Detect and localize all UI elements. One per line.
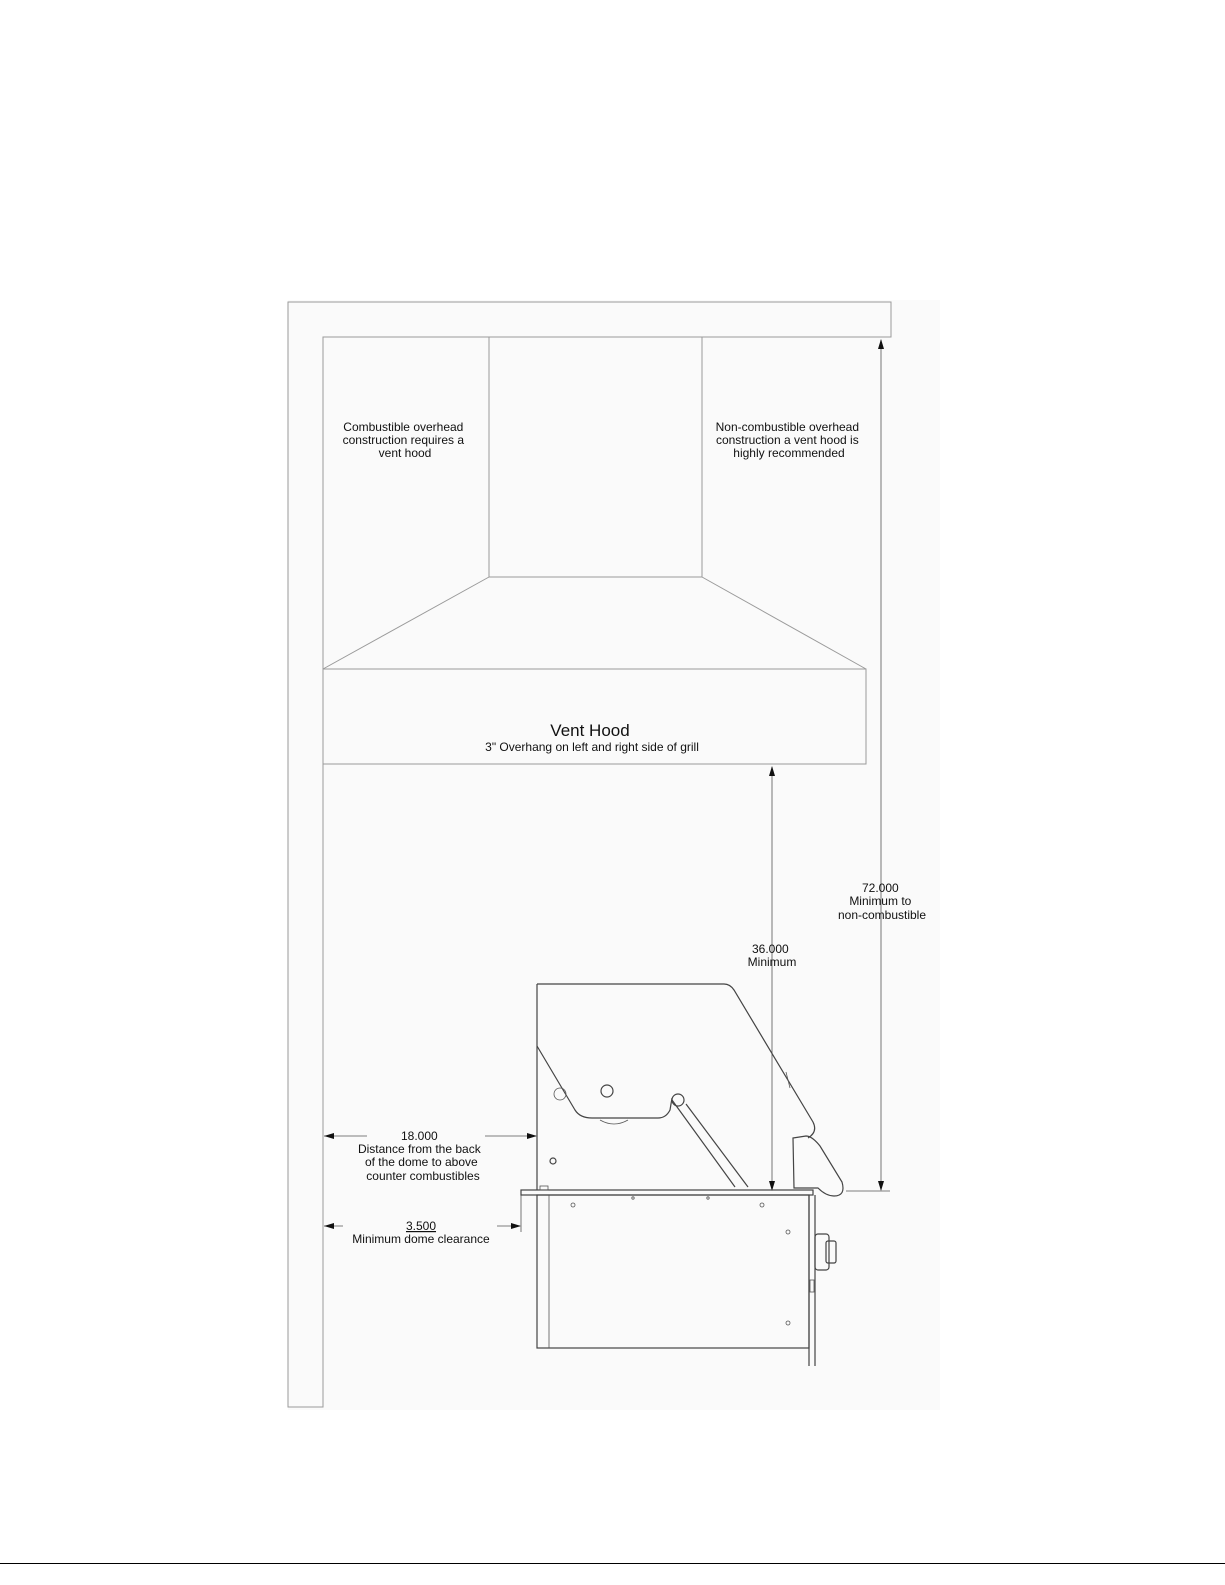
dimension-18-label: 18.000 Distance from the back of the dome to above counter combustibles [357, 1129, 481, 1183]
combustible-note: Combustible overhead construction requires a vent hood [342, 420, 465, 460]
dimension-3-5-value: 3.500 [405, 1219, 437, 1233]
vent-hood-overhang-note: 3" Overhang on left and right side of grill [485, 740, 699, 754]
dimension-3-5-caption: Minimum dome clearance [352, 1232, 490, 1246]
page-bottom-rule [0, 1563, 1225, 1564]
dimension-36-label: 36.000 Minimum [747, 942, 797, 969]
dimension-72-label: 72.000 Minimum to non-combustible [837, 881, 927, 922]
noncombustible-note: Non-combustible overhead construction a vent hood is highly recommended [715, 420, 860, 460]
vent-hood-title: Vent Hood [550, 721, 630, 740]
